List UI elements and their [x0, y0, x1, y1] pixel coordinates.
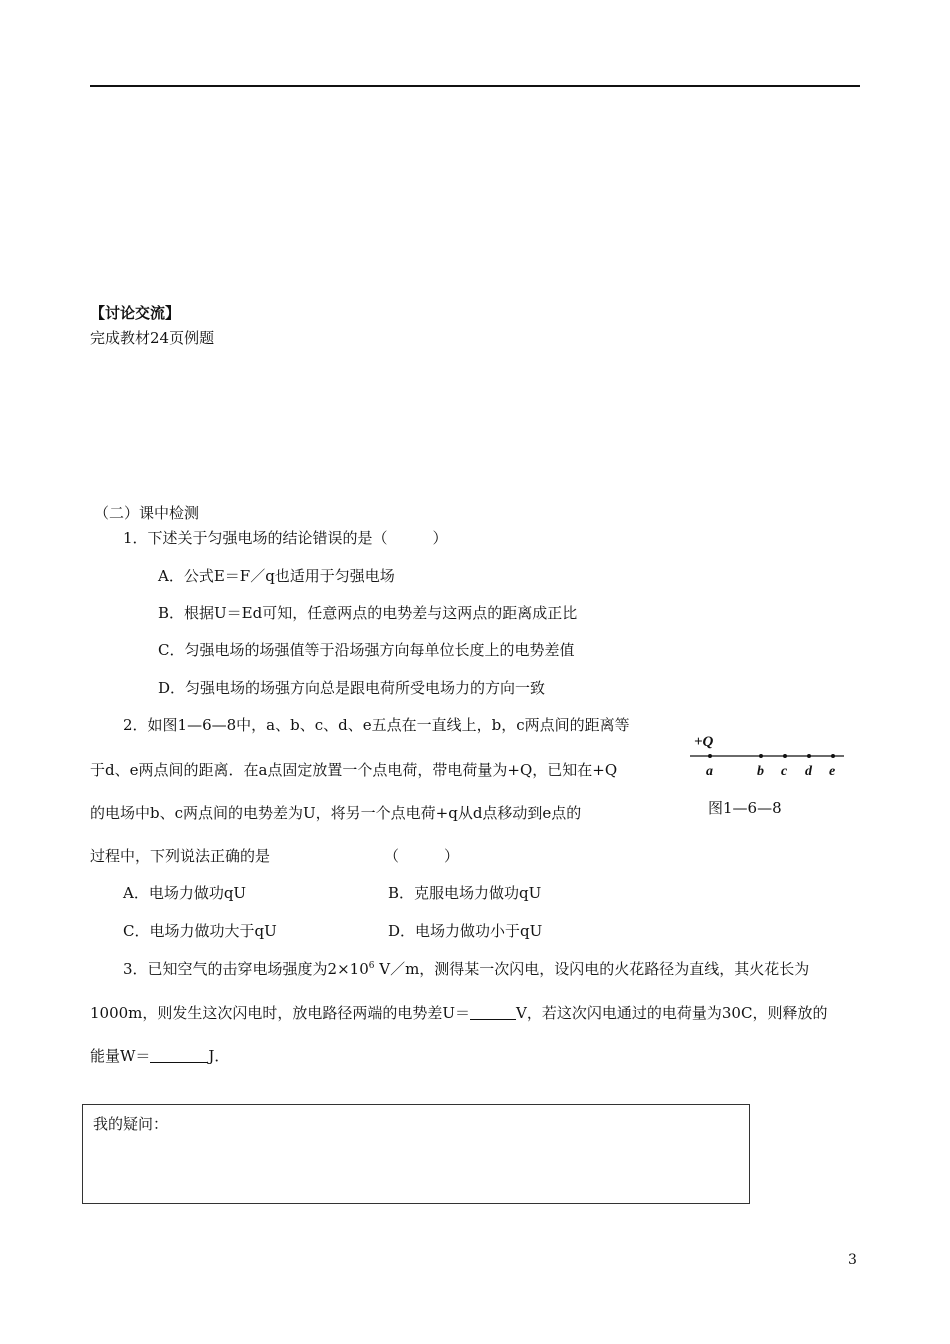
q2-option-a: A．电场力做功qU — [123, 884, 247, 902]
q3-line-2 — [90, 1004, 827, 1022]
q1-stem: 1．下述关于匀强电场的结论错误的是（ ） — [123, 529, 448, 547]
q3-line-2-end: V，若这次闪电通过的电荷量为30C，则释放的 — [516, 1004, 828, 1022]
q2-line-4: 过程中，下列说法正确的是 — [90, 847, 271, 865]
figure-point-c-dot — [783, 754, 787, 758]
notes-box-label: 我的疑问： — [93, 1115, 169, 1133]
discussion-text: 完成教材24页例题 — [90, 329, 215, 347]
figure-point-e-dot — [831, 754, 835, 758]
figure-charge-label: +Q — [694, 734, 714, 750]
figure-point-b-label: b — [757, 764, 764, 779]
q3-blank-energy[interactable] — [150, 1048, 208, 1063]
section-title: （二）课中检测 — [94, 504, 200, 522]
figure-point-a-dot — [708, 754, 712, 758]
q1-option-c: C．匀强电场的场强值等于沿场强方向每单位长度上的电势差值 — [158, 641, 575, 659]
q2-option-d: D．电场力做功小于qU — [388, 922, 543, 940]
q3-line-1 — [123, 960, 809, 978]
q3-line-2-start: 1000m，则发生这次闪电时，放电路径两端的电势差U＝ — [90, 1004, 471, 1022]
figure-point-d-label: d — [805, 764, 812, 779]
q3-line-1-end: V／m，测得某一次闪电，设闪电的火花路径为直线，其火花长为 — [374, 960, 810, 978]
figure-point-e-label: e — [829, 764, 836, 779]
q3-line-1-start: 3．已知空气的击穿电场强度为2×10 — [123, 960, 369, 978]
q3-line-3-end: J． — [208, 1047, 230, 1065]
q1-option-d: D．匀强电场的场强方向总是跟电荷所受电场力的方向一致 — [158, 679, 546, 697]
figure-caption: 图1—6—8 — [708, 799, 782, 817]
page-number: 3 — [848, 1252, 857, 1268]
figure-point-b-dot — [759, 754, 763, 758]
discussion-heading: 【讨论交流】 — [90, 304, 181, 322]
q3-exponent: 6 — [368, 961, 375, 971]
q1-option-a: A．公式E＝F／q也适用于匀强电场 — [158, 567, 395, 585]
q3-line-3 — [90, 1047, 229, 1065]
figure-point-d-dot — [807, 754, 811, 758]
q2-option-c: C．电场力做功大于qU — [123, 922, 277, 940]
q3-blank-voltage[interactable] — [470, 1005, 516, 1020]
q2-option-b: B．克服电场力做功qU — [388, 884, 542, 902]
q2-figure-diagram — [686, 728, 846, 784]
q2-answer-paren: （ ） — [384, 847, 460, 865]
figure-point-c-label: c — [781, 764, 788, 779]
q1-option-b: B．根据U＝Ed可知，任意两点的电势差与这两点的距离成正比 — [158, 604, 578, 622]
q2-line-1: 2．如图1—6—8中，a、b、c、d、e五点在一直线上，b，c两点间的距离等 — [123, 716, 630, 734]
q3-line-3-start: 能量W＝ — [90, 1047, 151, 1065]
figure-point-a-label: a — [706, 764, 713, 779]
notes-box[interactable] — [82, 1104, 750, 1204]
header-rule — [90, 85, 860, 87]
q2-line-3: 的电场中b、c两点间的电势差为U，将另一个点电荷+q从d点移动到e点的 — [90, 804, 582, 822]
q2-line-2: 于d、e两点间的距离．在a点固定放置一个点电荷，带电荷量为+Q，已知在+Q — [90, 761, 618, 779]
